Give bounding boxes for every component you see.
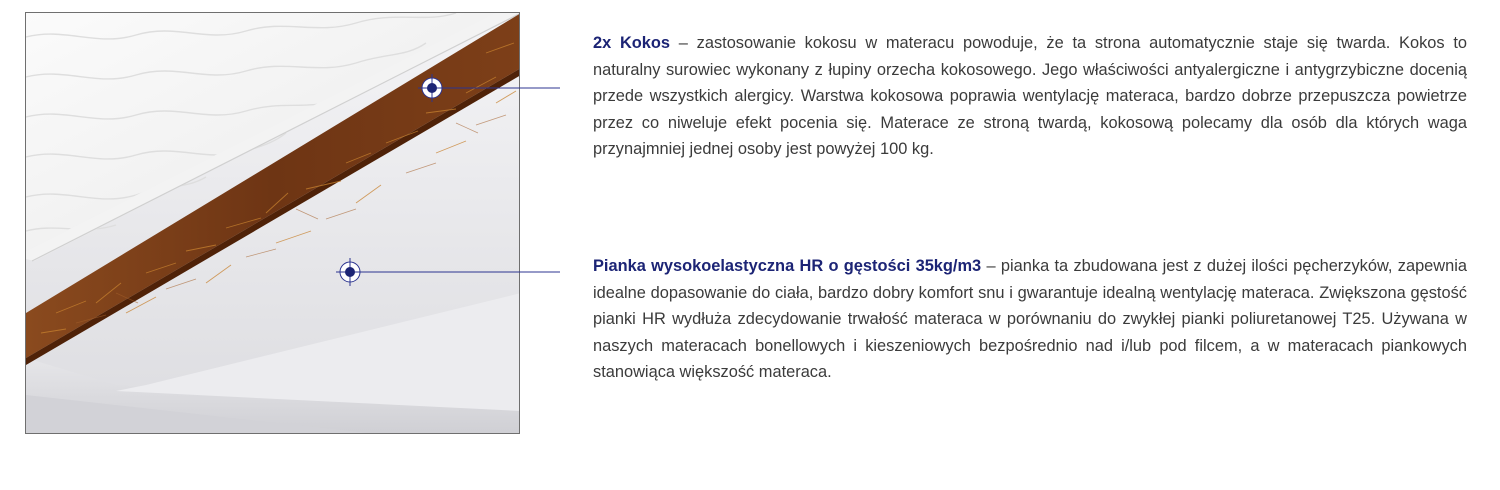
layer-text-coconut: – zastosowanie kokosu w materacu powoduje, że ta strona automatycznie staje się twarda. Kokos to naturalny surowiec wykonany z łupiny orzecha kokosowego. Jego właściwości antyalergiczne i antygrzybiczne docenią przede wszystkich alergicy. Warstwa kokosowa poprawia wentylację materaca, bardzo dobrze przepuszcza powietrze przez co niweluje efekt pocenia się. Materace ze stroną twardą, kokosową polecamy dla osób dla których waga przynajmniej jednej osoby jest powyżej 100 kg.	[593, 34, 1467, 158]
layer-term-coconut: 2x Kokos	[593, 34, 671, 52]
mattress-cross-section-image	[25, 12, 520, 434]
layer-description-coconut	[593, 30, 1467, 163]
layer-description-foam	[593, 253, 1467, 386]
layer-term-foam: Pianka wysokoelastyczna HR o gęstości 35kg/m3	[593, 257, 982, 275]
layer-text-foam: – pianka ta zbudowana jest z dużej ilości pęcherzyków, zapewnia idealne dopasowanie do ciała, bardzo dobry komfort snu i gwarantuje idealną wentylację materaca. Zwiększona gęstość pianki HR wydłuża zdecydowanie trwałość materaca w porównaniu do zwykłej pianki poliuretanowej T25. Używana w naszych materacach bonellowych i kieszeniowych bezpośrednio nad i/lub pod filcem, a w materacach piankowych stanowiąca większość materaca.	[593, 257, 1468, 381]
